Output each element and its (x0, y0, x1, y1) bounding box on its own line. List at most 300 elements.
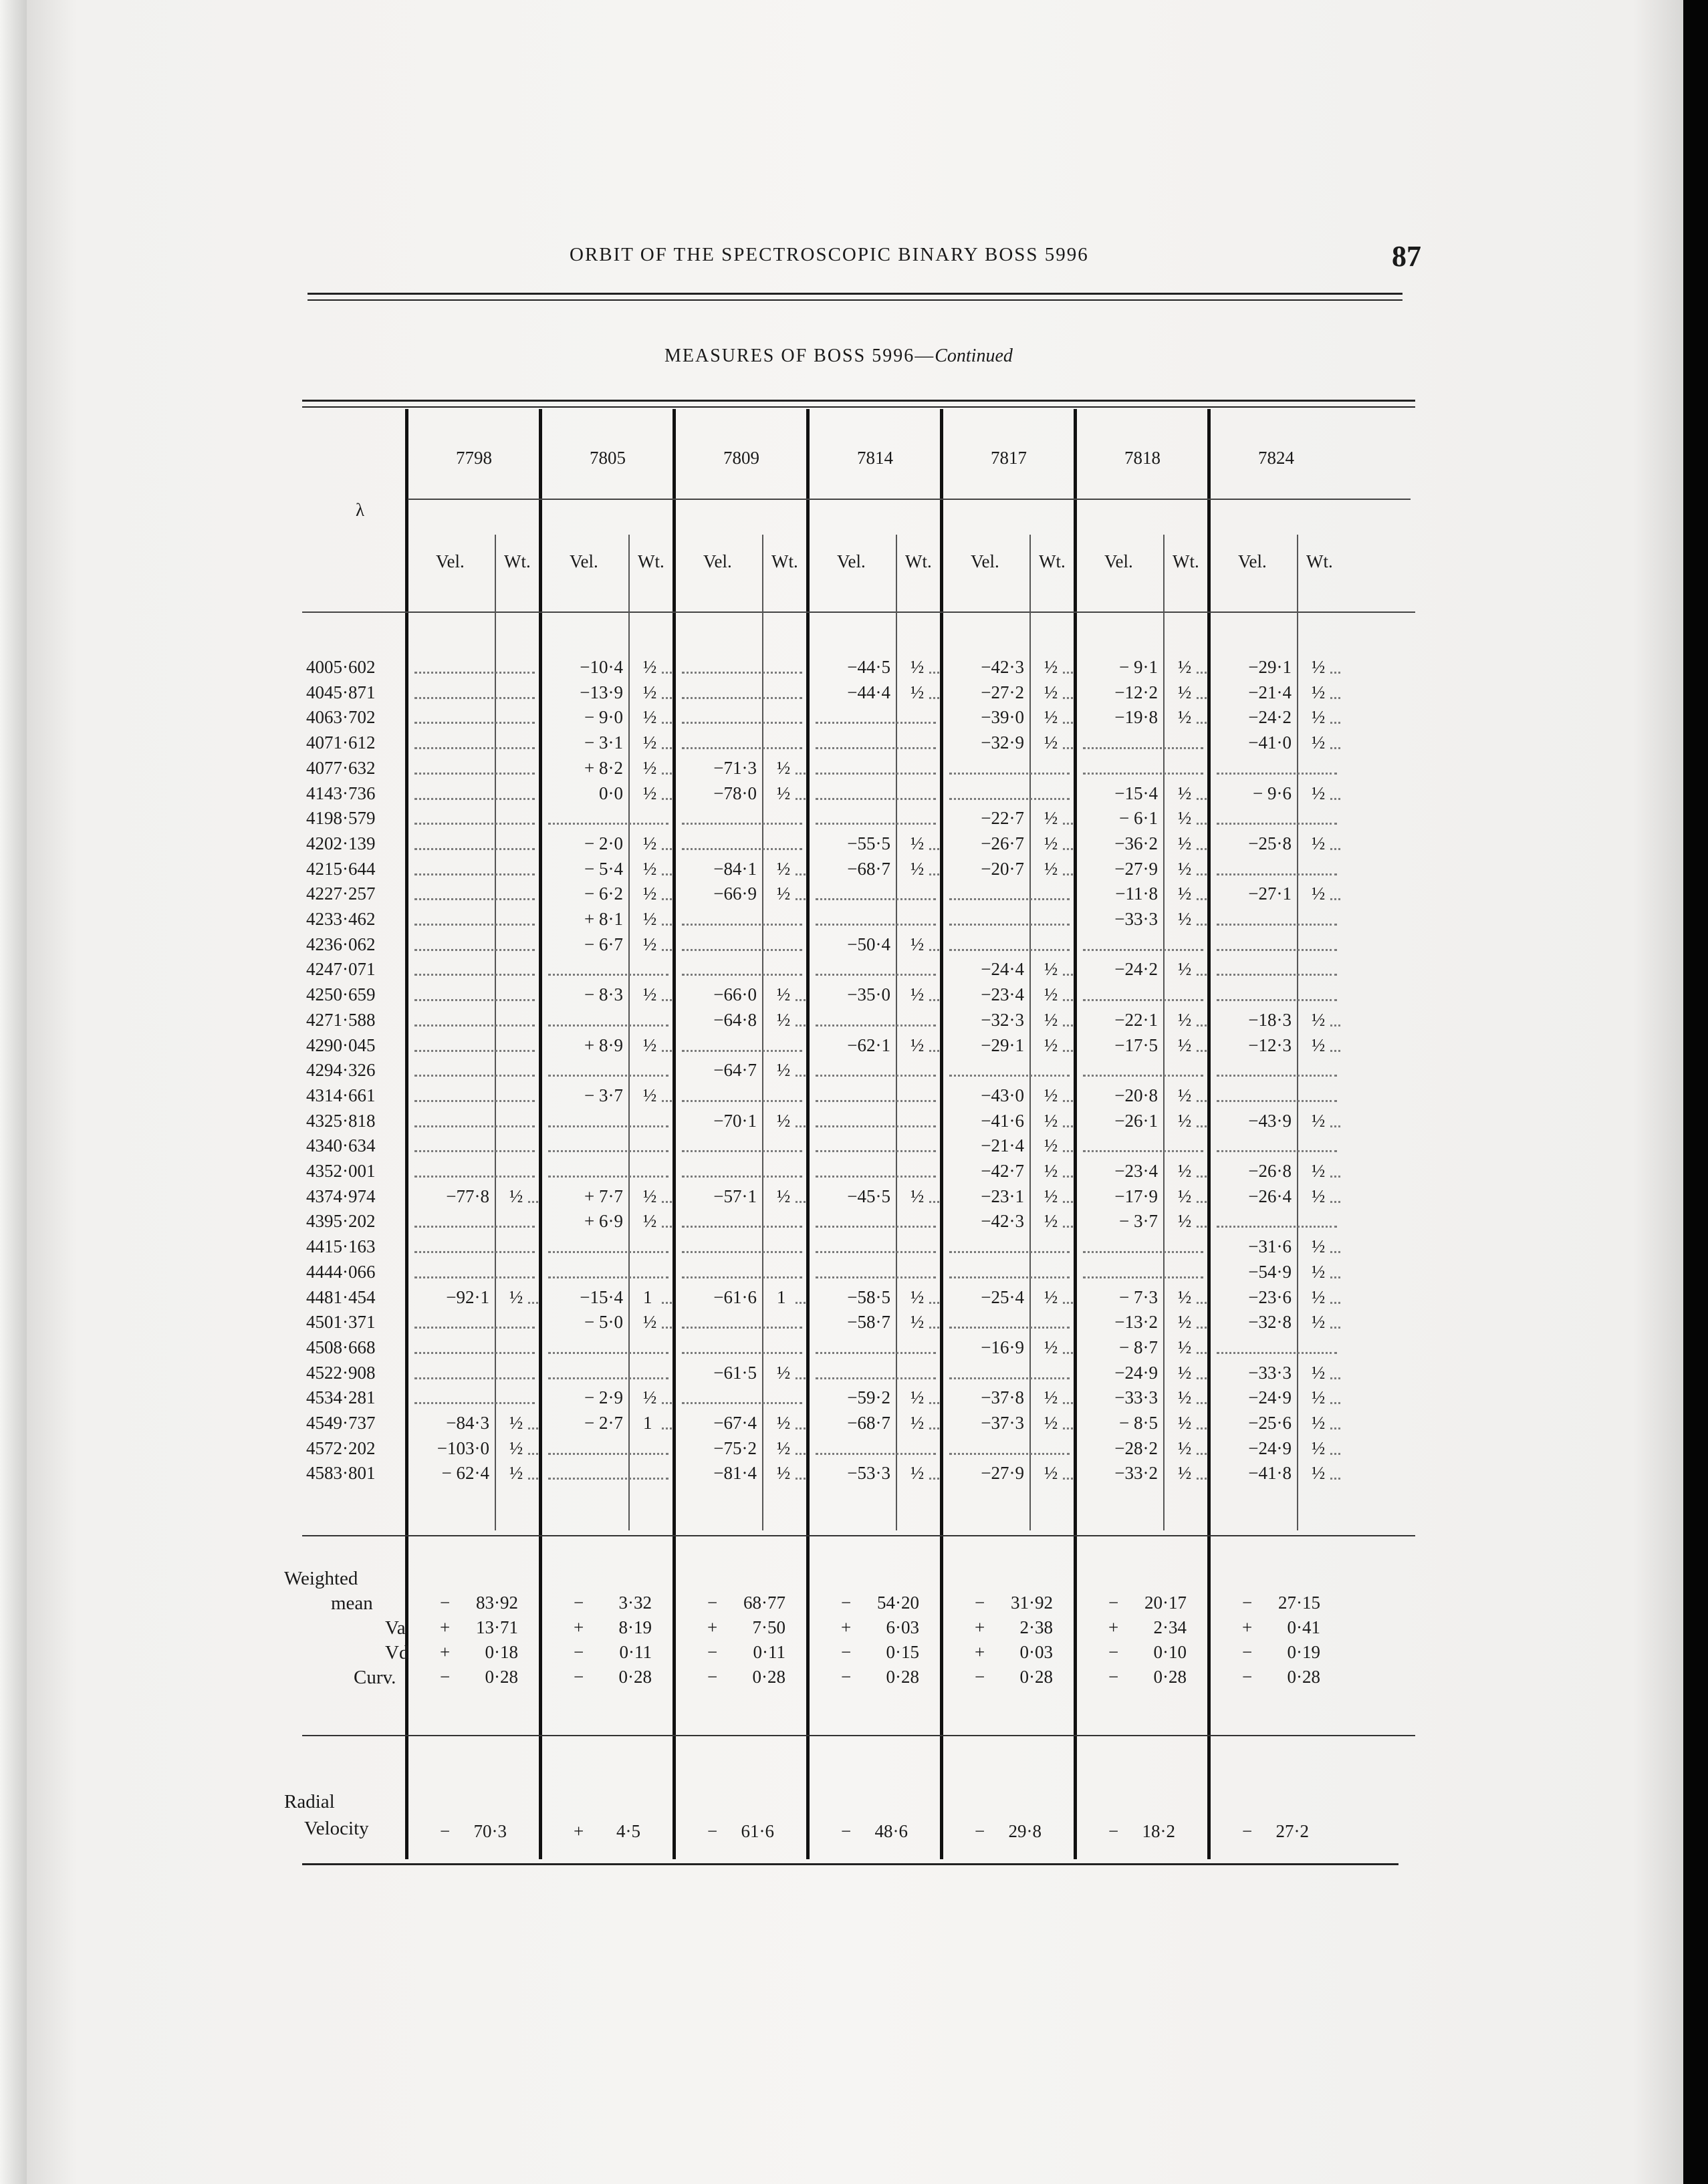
summary-sign: − (975, 1593, 985, 1613)
vel-header: Vel. (837, 551, 866, 571)
velocity-value: −10·4 (580, 657, 623, 677)
wavelength: 4352·001 (306, 1161, 376, 1181)
velocity-value: −20·8 (1114, 1085, 1158, 1105)
cell-leader (1330, 798, 1340, 800)
weight-value: ½ (910, 1286, 925, 1307)
empty-cell-leader (1217, 1352, 1337, 1354)
radial-value: 61·6 (741, 1821, 774, 1841)
empty-cell-leader (682, 1251, 802, 1253)
cell-leader (1063, 1025, 1073, 1027)
cell-leader (528, 1201, 538, 1203)
velocity-value: −25·8 (1248, 833, 1292, 853)
velocity-value: −103·0 (437, 1438, 489, 1458)
summary-value: 27·15 (1278, 1593, 1320, 1613)
velocity-value: −44·5 (847, 657, 890, 677)
wt-header: Wt. (1306, 551, 1333, 571)
weight-value: ½ (777, 1110, 791, 1131)
empty-cell-leader (949, 1377, 1070, 1379)
cell-leader (796, 999, 806, 1001)
velocity-value: − 3·7 (1119, 1211, 1158, 1232)
cell-leader (1063, 1302, 1073, 1304)
velocity-value: −33·3 (1114, 1387, 1158, 1408)
summary-value: 0·19 (1287, 1642, 1320, 1662)
cell-leader (1330, 1176, 1340, 1178)
summary-value: 7·50 (752, 1617, 785, 1637)
wavelength: 4314·661 (306, 1085, 376, 1105)
velocity-value: − 3·1 (584, 732, 623, 753)
weight-value: ½ (777, 1009, 791, 1030)
velocity-value: − 6·2 (584, 883, 623, 904)
cell-leader (1330, 1402, 1340, 1404)
wavelength: 4415·163 (306, 1236, 376, 1257)
velocity-value: − 6·7 (584, 934, 623, 954)
table-rule-top (302, 400, 1415, 402)
empty-cell-leader (548, 1453, 668, 1455)
empty-cell-leader (816, 722, 936, 724)
va-label: Va (385, 1617, 406, 1639)
velocity-value: −77·8 (446, 1186, 489, 1206)
cell-leader (929, 1327, 939, 1329)
vel-wt-divider (1029, 535, 1031, 1530)
wavelength: 4508·668 (306, 1337, 376, 1357)
page-number: 87 (1392, 240, 1421, 273)
empty-cell-leader (682, 1150, 802, 1152)
weight-value: ½ (643, 682, 657, 702)
summary-value: 0·28 (618, 1667, 652, 1687)
weight-value: ½ (1178, 1035, 1192, 1055)
cell-leader (1197, 848, 1207, 850)
empty-cell-leader (1083, 949, 1203, 951)
empty-cell-leader (816, 1276, 936, 1278)
radial-value: 18·2 (1142, 1821, 1175, 1841)
empty-cell-leader (682, 1100, 802, 1102)
empty-cell-leader (548, 1276, 668, 1278)
cell-leader (662, 873, 672, 875)
empty-cell-leader (682, 1402, 802, 1404)
velocity-value: −19·8 (1114, 707, 1158, 728)
summary-sign: − (574, 1593, 584, 1613)
weight-value: ½ (509, 1438, 523, 1458)
header-bottom-rule (302, 611, 1415, 613)
velocity-value: −24·9 (1248, 1438, 1292, 1458)
vel-wt-divider (628, 535, 630, 1530)
header-subrule (408, 499, 1411, 500)
velocity-value: −81·4 (713, 1463, 757, 1484)
wavelength: 4233·462 (306, 909, 376, 929)
cell-leader (662, 722, 672, 724)
cell-leader (1063, 1176, 1073, 1178)
weight-value: ½ (1312, 657, 1326, 677)
empty-cell-leader (682, 1050, 802, 1052)
summary-value: 20·17 (1144, 1593, 1187, 1613)
velocity-value: + 8·2 (584, 757, 623, 778)
vel-header: Vel. (570, 551, 598, 571)
velocity-value: − 7·3 (1119, 1286, 1158, 1307)
weight-value: ½ (643, 1035, 657, 1055)
data-bottom-rule (302, 1535, 1415, 1536)
weight-value: ½ (1044, 707, 1058, 728)
cell-leader (1063, 848, 1073, 850)
velocity-value: −27·1 (1248, 883, 1292, 904)
summary-value: 2·38 (1019, 1617, 1053, 1637)
velocity-value: −27·2 (981, 682, 1024, 702)
wt-header: Wt. (504, 551, 531, 571)
summary-sign: − (1242, 1667, 1253, 1687)
empty-cell-leader (949, 898, 1070, 900)
cell-leader (1197, 722, 1207, 724)
weight-value: ½ (910, 858, 925, 879)
velocity-value: − 9·1 (1119, 657, 1158, 677)
lambda-header: λ (356, 500, 365, 520)
cell-leader (1197, 1352, 1207, 1354)
column-rule (1074, 409, 1077, 1859)
empty-cell-leader (548, 1251, 668, 1253)
empty-cell-leader (414, 1276, 535, 1278)
weight-value: ½ (1312, 833, 1326, 853)
weight-value: ½ (1178, 1211, 1192, 1232)
summary-sign: + (1108, 1617, 1119, 1637)
weight-value: ½ (777, 1362, 791, 1383)
cell-leader (929, 949, 939, 951)
cell-leader (1197, 798, 1207, 800)
velocity-value: −26·1 (1114, 1110, 1158, 1131)
velocity-value: −23·4 (1114, 1161, 1158, 1181)
empty-cell-leader (548, 1075, 668, 1077)
weight-value: ½ (1044, 1085, 1058, 1105)
summary-value: 6·03 (886, 1617, 919, 1637)
weight-value: ½ (1044, 732, 1058, 753)
empty-cell-leader (816, 1150, 936, 1152)
velocity-value: −24·2 (1114, 959, 1158, 980)
cell-leader (1197, 1302, 1207, 1304)
weight-value: ½ (1178, 1110, 1192, 1131)
velocity-value: −62·1 (847, 1035, 890, 1055)
weight-value: ½ (777, 783, 791, 803)
cell-leader (662, 1327, 672, 1329)
empty-cell-leader (414, 1075, 535, 1077)
weight-value: ½ (1044, 1186, 1058, 1206)
empty-cell-leader (682, 672, 802, 674)
table-rule-top-inner (302, 406, 1415, 408)
wavelength: 4247·071 (306, 959, 376, 980)
empty-cell-leader (548, 1377, 668, 1379)
velocity-value: − 8·5 (1119, 1413, 1158, 1433)
summary-sign: − (1108, 1593, 1119, 1613)
cell-leader (1330, 1050, 1340, 1052)
cell-leader (929, 1201, 939, 1203)
wavelength: 4143·736 (306, 783, 376, 803)
curv-label: Curv. (354, 1667, 396, 1688)
summary-value: 0·41 (1287, 1617, 1320, 1637)
cell-leader (1197, 974, 1207, 976)
empty-cell-leader (816, 747, 936, 749)
radial-sign: − (1242, 1821, 1253, 1841)
weight-value: ½ (777, 858, 791, 879)
empty-cell-leader (949, 1327, 1070, 1329)
weight-value: ½ (1178, 1286, 1192, 1307)
vd-label: Vd (385, 1642, 409, 1663)
cell-leader (662, 924, 672, 926)
weight-value: ½ (1312, 1161, 1326, 1181)
empty-cell-leader (414, 672, 535, 674)
velocity-value: −12·3 (1248, 1035, 1292, 1055)
weight-value: ½ (910, 934, 925, 954)
summary-value: 68·77 (743, 1593, 785, 1613)
cell-leader (1330, 672, 1340, 674)
table-title (664, 346, 1013, 367)
velocity-value: −24·2 (1248, 707, 1292, 728)
empty-cell-leader (682, 1352, 802, 1354)
weight-value: ½ (1178, 1413, 1192, 1433)
wavelength: 4444·066 (306, 1261, 376, 1282)
empty-cell-leader (414, 898, 535, 900)
vel-wt-divider (495, 535, 496, 1530)
plate-number: 7814 (857, 448, 893, 468)
weight-value: ½ (777, 1463, 791, 1484)
velocity-value: −58·7 (847, 1312, 890, 1333)
weight-value: ½ (777, 1186, 791, 1206)
cell-leader (1330, 1251, 1340, 1253)
summary-sign: + (440, 1617, 451, 1637)
velocity-value: −45·5 (847, 1186, 890, 1206)
cell-leader (796, 1025, 806, 1027)
cell-leader (796, 1125, 806, 1127)
velocity-value: −18·3 (1248, 1009, 1292, 1030)
cell-leader (796, 873, 806, 875)
cell-leader (1330, 747, 1340, 749)
summary-value: 83·92 (476, 1593, 518, 1613)
weight-value: ½ (643, 707, 657, 728)
empty-cell-leader (816, 1075, 936, 1077)
velocity-value: −33·2 (1114, 1463, 1158, 1484)
empty-cell-leader (548, 1150, 668, 1152)
summary-value: 0·15 (886, 1642, 919, 1662)
wt-header: Wt. (1039, 551, 1066, 571)
velocity-value: −41·6 (981, 1110, 1024, 1131)
velocity-value: − 5·0 (584, 1312, 623, 1333)
weight-value: ½ (1044, 1035, 1058, 1055)
empty-cell-leader (414, 949, 535, 951)
empty-cell-leader (682, 924, 802, 926)
wavelength: 4583·801 (306, 1463, 376, 1484)
summary-sign: − (440, 1593, 451, 1613)
weight-value: ½ (643, 1211, 657, 1232)
cell-leader (1197, 1050, 1207, 1052)
radial-value: 48·6 (874, 1821, 908, 1841)
facing-page-edge (0, 0, 27, 2184)
weight-value: ½ (1044, 682, 1058, 702)
weight-value: ½ (1044, 959, 1058, 980)
summary-sign: − (975, 1667, 985, 1687)
summary-sign: − (574, 1642, 584, 1662)
cell-leader (929, 1302, 939, 1304)
wavelength: 4202·139 (306, 833, 376, 853)
wavelength: 4198·579 (306, 808, 376, 829)
weight-value: ½ (1178, 1009, 1192, 1030)
cell-leader (1197, 1453, 1207, 1455)
weight-value: ½ (1178, 707, 1192, 728)
weight-value: ½ (1312, 707, 1326, 728)
weighted-label: Weighted (284, 1568, 358, 1589)
empty-cell-leader (816, 1025, 936, 1027)
cell-leader (1063, 974, 1073, 976)
summary-value: 0·11 (753, 1642, 785, 1662)
empty-cell-leader (414, 999, 535, 1001)
weight-value: ½ (1178, 1438, 1192, 1458)
weight-value: ½ (643, 833, 657, 853)
summary-bottom-rule (302, 1735, 1415, 1736)
empty-cell-leader (816, 1176, 936, 1178)
velocity-value: + 8·1 (584, 909, 623, 929)
velocity-value: −68·7 (847, 1413, 890, 1433)
radial-sign: − (707, 1821, 718, 1841)
empty-cell-leader (682, 1327, 802, 1329)
empty-cell-leader (949, 949, 1070, 951)
empty-cell-leader (1217, 1100, 1337, 1102)
radial-sign: + (574, 1821, 584, 1841)
empty-cell-leader (414, 1050, 535, 1052)
plate-number: 7798 (456, 448, 492, 468)
vel-header: Vel. (436, 551, 465, 571)
cell-leader (1063, 1150, 1073, 1152)
weight-value: ½ (1312, 1312, 1326, 1333)
summary-sign: − (1242, 1642, 1253, 1662)
radial-sign: − (440, 1821, 451, 1841)
cell-leader (662, 798, 672, 800)
weight-value: ½ (1178, 808, 1192, 829)
summary-sign: + (975, 1617, 985, 1637)
empty-cell-leader (414, 873, 535, 875)
velocity-value: + 7·7 (584, 1186, 623, 1206)
empty-cell-leader (414, 1327, 535, 1329)
cell-leader (1197, 1226, 1207, 1228)
weight-value: ½ (643, 757, 657, 778)
cell-leader (1197, 1125, 1207, 1127)
empty-cell-leader (414, 1352, 535, 1354)
cell-leader (1197, 1025, 1207, 1027)
cell-leader (929, 697, 939, 699)
velocity-value: −25·4 (981, 1286, 1024, 1307)
wavelength: 4005·602 (306, 657, 376, 677)
empty-cell-leader (949, 1075, 1070, 1077)
radial-label: Radial (284, 1791, 335, 1812)
weight-value: ½ (1178, 1463, 1192, 1484)
empty-cell-leader (414, 924, 535, 926)
weight-value: ½ (1044, 1286, 1058, 1307)
velocity-value: −16·9 (981, 1337, 1024, 1357)
weight-value: ½ (1312, 1110, 1326, 1131)
radial-sign: − (1108, 1821, 1119, 1841)
weight-value: ½ (910, 1035, 925, 1055)
velocity-value: −15·4 (580, 1286, 623, 1307)
velocity-value: − 9·0 (584, 707, 623, 728)
cell-leader (1330, 697, 1340, 699)
wavelength: 4340·634 (306, 1135, 376, 1156)
weight-value: ½ (643, 1312, 657, 1333)
cell-leader (796, 1302, 806, 1304)
plate-number: 7809 (723, 448, 759, 468)
weight-value: ½ (1178, 1362, 1192, 1383)
vel-wt-divider (1297, 535, 1298, 1530)
velocity-value: −21·4 (1248, 682, 1292, 702)
wavelength: 4294·326 (306, 1060, 376, 1081)
empty-cell-leader (414, 848, 535, 850)
wt-header: Wt. (638, 551, 664, 571)
column-rule (673, 409, 676, 1859)
velocity-value: −17·9 (1114, 1186, 1158, 1206)
cell-leader (1197, 1201, 1207, 1203)
velocity-value: − 2·0 (584, 833, 623, 853)
empty-cell-leader (548, 1125, 668, 1127)
velocity-value: − 2·9 (584, 1387, 623, 1408)
weight-value: ½ (643, 909, 657, 929)
velocity-value: −26·4 (1248, 1186, 1292, 1206)
cell-leader (1063, 697, 1073, 699)
weight-value: ½ (1312, 1362, 1326, 1383)
plate-number: 7805 (590, 448, 626, 468)
empty-cell-leader (816, 1251, 936, 1253)
cell-leader (662, 672, 672, 674)
empty-cell-leader (816, 924, 936, 926)
summary-value: 0·28 (1153, 1667, 1187, 1687)
wt-header: Wt. (1173, 551, 1199, 571)
velocity-value: − 9·6 (1253, 783, 1292, 803)
velocity-value: −33·3 (1114, 909, 1158, 929)
weight-value: ½ (1178, 783, 1192, 803)
radial-value: 4·5 (616, 1821, 640, 1841)
weight-value: ½ (1178, 959, 1192, 980)
summary-sign: − (841, 1667, 852, 1687)
weight-value: ½ (1178, 1085, 1192, 1105)
velocity-value: −15·4 (1114, 783, 1158, 803)
weight-value: ½ (1312, 1236, 1326, 1257)
velocity-value: −24·9 (1248, 1387, 1292, 1408)
cell-leader (662, 999, 672, 1001)
velocity-value: −37·3 (981, 1413, 1024, 1433)
empty-cell-leader (414, 1150, 535, 1152)
weight-value: ½ (1178, 657, 1192, 677)
weight-value: ½ (910, 1413, 925, 1433)
weight-value: ½ (1312, 1035, 1326, 1055)
cell-leader (1197, 1327, 1207, 1329)
empty-cell-leader (414, 1251, 535, 1253)
cell-leader (662, 1226, 672, 1228)
weight-value: ½ (1044, 1463, 1058, 1484)
wavelength: 4481·454 (306, 1286, 376, 1307)
summary-sign: + (1242, 1617, 1253, 1637)
weight-value: ½ (777, 757, 791, 778)
summary-sign: − (574, 1667, 584, 1687)
empty-cell-leader (682, 949, 802, 951)
velocity-value: −20·7 (981, 858, 1024, 879)
weight-value: ½ (910, 984, 925, 1005)
wavelength: 4071·612 (306, 732, 376, 753)
table-title-continued: Continued (935, 346, 1013, 366)
weight-value: ½ (1312, 1387, 1326, 1408)
cell-leader (662, 1302, 672, 1304)
empty-cell-leader (548, 1025, 668, 1027)
velocity-value: −57·1 (713, 1186, 757, 1206)
header-rule-top (308, 293, 1402, 295)
cell-leader (662, 898, 672, 900)
cell-leader (1063, 1100, 1073, 1102)
vel-header: Vel. (1104, 551, 1133, 571)
velocity-value: −29·1 (1248, 657, 1292, 677)
cell-leader (662, 1201, 672, 1203)
velocity-value: −59·2 (847, 1387, 890, 1408)
cell-leader (1330, 1302, 1340, 1304)
weight-value: ½ (1044, 1135, 1058, 1156)
